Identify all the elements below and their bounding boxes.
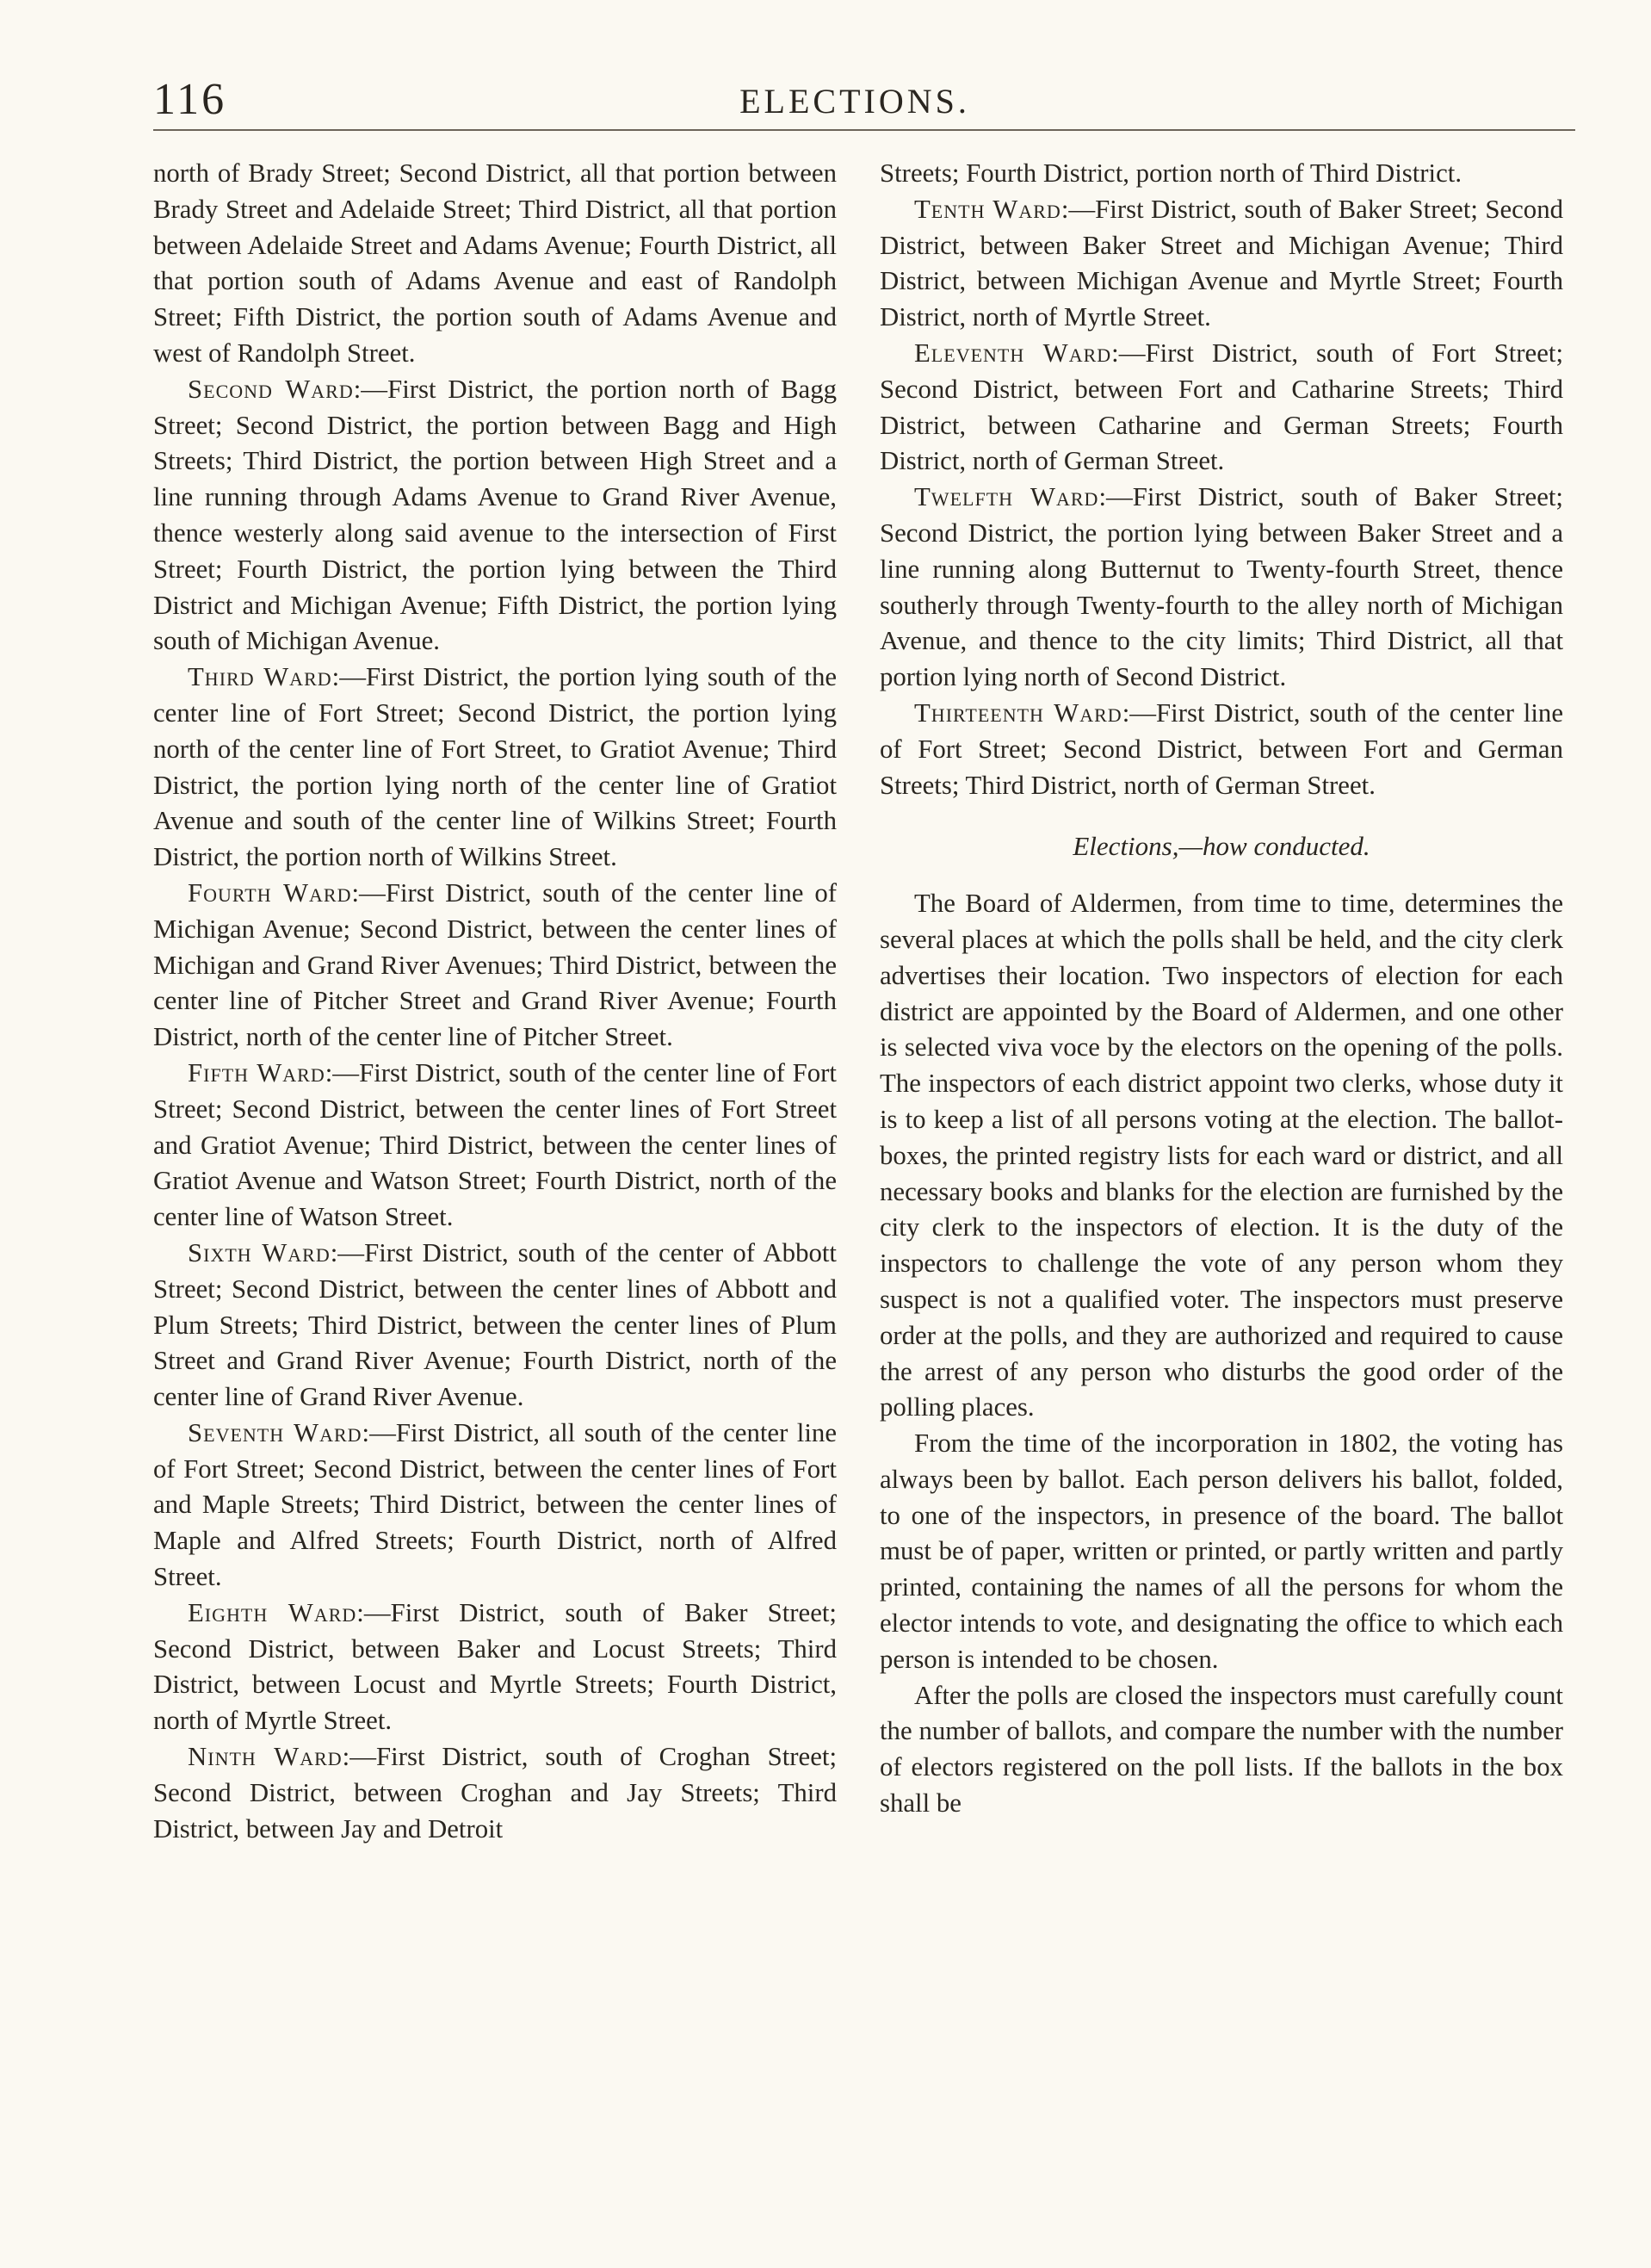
continuation-paragraph: north of Brady Street; Second District, all that portion between Brady Street and Adelaide Street; Third District, all that portion between Adelaide Street and Adams Avenue; Fourth District, all that portion south of Adams Avenue and east of Randolph Street; Fifth District, the portion south of Adams Avenue and west of Randolph Street. — [153, 158, 837, 368]
page-number: 116 — [153, 75, 227, 124]
ward-heading: Fifth Ward — [188, 1057, 325, 1088]
ward-text: :—First District, south of the center line of Michigan Avenue; Second District, between the center lines of Michigan and Grand River Avenues; Third District, between the center line of Pitcher Street and Grand River Avenue; Fourth District, north of the center line of Pitcher Street. — [153, 877, 837, 1052]
ward-heading: Ninth Ward — [188, 1742, 343, 1772]
ward-text: :—First District, south of Fort Street; Second District, between Fort and Catharine Streets; Third District, between Catharine and German Streets; Fourth District, north of German Street. — [880, 338, 1563, 476]
ward-entry-seventh — [153, 1416, 837, 1596]
running-head: ELECTIONS. — [739, 82, 970, 121]
ward-entry-fifth — [153, 1056, 837, 1236]
ward-entry-third — [153, 660, 837, 876]
left-column — [153, 156, 837, 1847]
ward-text: :—First District, all south of the center line of Fort Street; Second District, between the center lines of Fort and Maple Streets; Third District, between the center lines of Maple and Alfred Streets; Fourth District, north of Alfred Street. — [153, 1417, 837, 1592]
ward-entry-fourth — [153, 876, 837, 1056]
ward-entry-thirteenth — [880, 696, 1563, 803]
body-paragraph: From the time of the incorporation in 1802, the voting has always been by ballot. Each person delivers his ballot, folded, to one of the inspectors, in presence of the board. The ballot must be of paper, written or printed, or partly written and partly printed, containing the names of all the persons for whom the elector intends to vote, and designating the office to which each person is intended to be chosen. — [880, 1428, 1563, 1674]
ward-entry-eleventh — [880, 336, 1563, 480]
ward-heading: Eleventh Ward — [914, 338, 1112, 368]
body-paragraph: After the polls are closed the inspectors must carefully count the number of ballots, and compare the number with the number of electors registered on the poll lists. If the ballots in the box shall be — [880, 1680, 1563, 1819]
right-column — [880, 156, 1563, 1822]
ward-text: :—First District, south of Croghan Street; Second District, between Croghan and Jay Streets; Third District, between Jay and Detroit — [153, 1742, 837, 1844]
ward-entry-second — [153, 372, 837, 660]
ward-text: :—First District, south of the center of Abbott Street; Second District, between the center lines of Abbott and Plum Streets; Third District, between the center lines of Plum Street and Grand River Avenue; Fourth District, north of the center line of Grand River Avenue. — [153, 1237, 837, 1412]
ward-entry-eighth — [153, 1596, 837, 1739]
ward-text: :—First District, south of the center line of Fort Street; Second District, between the center lines of Fort Street and Gratiot Avenue; Third District, between the center lines of Gratiot Avenue and Watson Street; Fourth District, north of the center line of Watson Street. — [153, 1057, 837, 1232]
ward-heading: Third Ward — [188, 662, 332, 692]
ward-entry-ninth — [153, 1739, 837, 1847]
ward-text: :—First District, the portion north of Bagg Street; Second District, the portion between Bagg and High Streets; Third District, the portion between High Street and a line running through Adams Avenue to Grand River Avenue, thence westerly along said avenue to the intersection of First Street; Fourth District, the portion lying between the Third District and Michigan Avenue; Fifth District, the portion lying south of Michigan Avenue. — [153, 374, 837, 656]
ward-text: :—First District, south of Baker Street; Second District, the portion lying between Baker Street and a line running along Butternut to Twenty-fourth Street, thence southerly through Twenty-fourth to the alley north of Michigan Avenue, and thence to the city limits; Third District, all that portion lying north of Second District. — [880, 482, 1563, 692]
section-heading: Elections,—how conducted. — [1073, 831, 1370, 862]
body-paragraph: The Board of Aldermen, from time to time, determines the several places at which the polls shall be held, and the city clerk advertises their location. Two inspectors of election for each district are appointed by the Board of Aldermen, and one other is selected viva voce by the electors on the opening of the polls. The inspectors of each district appoint two clerks, whose duty it is to keep a list of all persons voting at the election. The ballot-boxes, the printed registry lists for each ward or district, and all necessary books and blanks for the election are furnished by the city clerk to the inspectors of election. It is the duty of the inspectors to challenge the vote of any person whom they suspect is not a qualified voter. The inspectors must preserve order at the polls, and they are authorized and required to cause the arrest of any person who disturbs the good order of the polling places. — [880, 889, 1563, 1422]
ward-text: :—First District, south of Baker Street; Second District, between Baker Street and Michigan Avenue; Third District, between Michigan Avenue and Myrtle Street; Fourth District, north of Myrtle Street. — [880, 194, 1563, 332]
ward-heading: Fourth Ward — [188, 877, 352, 908]
page-header — [153, 74, 1556, 126]
ward-heading: Eighth Ward — [188, 1597, 357, 1627]
ward-heading: Seventh Ward — [188, 1417, 362, 1447]
ward-entry-sixth — [153, 1236, 837, 1416]
ward-text: :—First District, south of Baker Street; Second District, between Baker and Locust Streets; Third District, between Locust and Myrtle Streets; Fourth District, north of Myrtle Street. — [153, 1597, 837, 1736]
ward-heading: Tenth Ward — [914, 194, 1061, 224]
header-rule — [153, 129, 1575, 131]
ward-heading: Sixth Ward — [188, 1237, 331, 1267]
ward-text: :—First District, the portion lying south of the center line of Fort Street; Second District, the portion lying north of the center line of Fort Street, to Gratiot Avenue; Third District, the portion lying north of the center line of Gratiot Avenue and south of the center line of Wilkins Street; Fourth District, the portion north of Wilkins Street. — [153, 662, 838, 872]
ward-heading: Twelfth Ward — [914, 482, 1099, 512]
ward-text: :—First District, south of the center line of Fort Street; Second District, between Fort and German Streets; Third District, north of German Street. — [880, 697, 1563, 800]
ward-entry-tenth — [880, 192, 1563, 336]
ward-heading: Second Ward — [188, 374, 354, 404]
ward-entry-twelfth — [880, 480, 1563, 696]
continuation-paragraph: Streets; Fourth District, portion north of Third District. — [880, 158, 1462, 188]
ward-heading: Thirteenth Ward — [914, 697, 1122, 728]
